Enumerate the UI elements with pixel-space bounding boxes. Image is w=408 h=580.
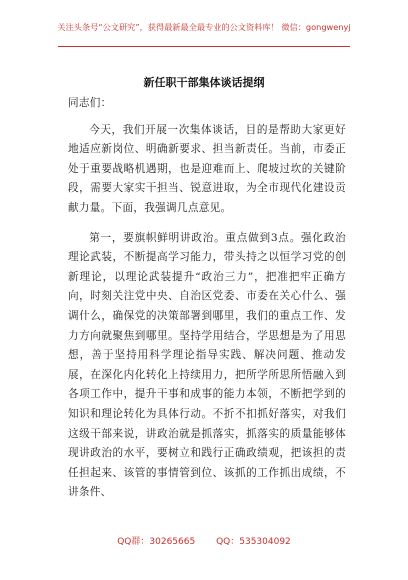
paragraph-intro: 今天，我们开展一次集体谈话，目的是帮助大家更好地适应新岗位、明确新要求、担当新责任。当前，市委正处于重要战略机遇期，也是迎难而上、爬坡过坎的关键阶段，需要大家实干担当、锐意进取，为全市现代化建设贡献力量。下面，我强调几点意见。 xyxy=(68,123,346,214)
qq-number: QQ：535304092 xyxy=(216,537,291,547)
footer-contact xyxy=(0,534,408,547)
qq-group: QQ群：30265665 xyxy=(117,537,196,547)
paragraph-first-point: 第一，要旗帜鲜明讲政治。重点做到3点。强化政治理论武装，不断提高学习能力，带头持之以恒学习党的创新理论，以理论武装提升“政治三力”，把准把牢正确方向，时刻关注党中央、自治区党委、市委在关心什么、强调什么，确保党的决策部署到哪里，我们的重点工作、发力方向就聚焦到哪里。坚持学用结合，学思想是为了用思想，善于坚持用科学理论指导实践、解决问题、推动发展，在深化内化转化上持续用力，把所学所思所悟融入到各项工作中，提升干事和成事的能力本领，不断把学到的知识和理论转化为具体行动。不折不扣抓好落实，对我们这级干部来说，讲政治就是抓落实，抓落实的质量能够体现讲政治的水平，要树立和践行正确政绩观，把该担的责任担起来、该管的事情管到位、该抓的工作抓出成绩，不讲条件、 xyxy=(68,231,346,499)
greeting: 同志们： xyxy=(68,97,112,109)
document-title: 新任职干部集体谈话提纲 xyxy=(143,76,265,89)
document-body xyxy=(68,94,346,503)
header-banner: 关注头条号“公文研究”，获得最新最全最专业的公文资料库！ 微信：gongwenyj xyxy=(57,22,351,32)
header-divider xyxy=(58,46,350,47)
